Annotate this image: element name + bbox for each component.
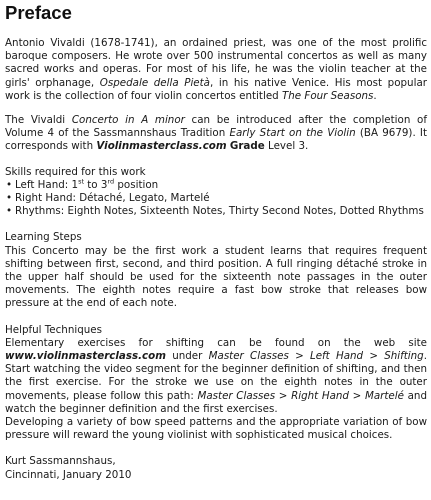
left-hand-sup-2: rd [107,177,115,186]
concerto-text-1: The Vivaldi [5,114,72,127]
helpful-text-2: under [165,350,209,363]
website-url-text: www.violinmasterclass.com [5,350,166,363]
skills-list [5,179,427,219]
helpful-techniques-heading: Helpful Techniques [5,323,102,336]
concerto-text-2: can be introduced after the completion of Volume 4 of the Sassmannshaus Tradition [5,114,427,140]
right-hand-text: Right Hand: Détaché, Legato, Martelé [15,192,210,205]
intro-paragraph [5,37,427,103]
bow-speed-paragraph: Developing a variety of bow speed patterns and the appropriate variation of bow pressure will reward the young violinist with sophisticated musical choices. [5,416,427,442]
intro-italic-orphanage: Ospedale della Pietà [99,76,210,89]
bullet-icon: • [6,205,13,218]
left-hand-text-b: to 3 [84,178,108,191]
shifting-path-text: Master Classes > Left Hand > Shifting [208,350,424,363]
concerto-paragraph [5,114,427,154]
left-hand-text-c: position [114,178,159,191]
signature-name: Kurt Sassmannshaus, [5,455,116,468]
concerto-site-name: Violinmasterclass.com [96,140,227,153]
left-hand-sup-1: st [78,177,84,186]
concerto-text-3: (BA 9679). It corresponds with [5,127,428,153]
learning-steps-paragraph: This Concerto may be the first work a student learns that requires frequent shifting between first, second, and third position. A full ringing détaché stroke in the upper half should be used for the sixteenth note passages in the outer movements. The eighth notes require a fast bow stroke that releases bow pressure at the end of each note. [5,244,427,310]
intro-text-1: Antonio Vivaldi (1678-1741), an ordained priest, was one of the most prolific baroque composers. He wrote over 500 instrumental concertos as well as many sacred works and operas. For most of his life, he was the violin teacher at the girls' orphanage, [5,37,427,89]
list-item [5,179,427,192]
bullet-icon: • [6,178,13,191]
intro-text-3: . [373,89,377,102]
preface-page [5,0,427,482]
left-hand-text-a: Left Hand: 1 [15,178,79,191]
bullet-icon: • [6,192,13,205]
concerto-italic-title: Concerto in A minor [71,114,185,127]
helpful-text-3: . Start watching the video segment for the beginner definition of shifting, and then the first exercise. For the stroke we use on the eighth notes in the outer movements, please follow this path: [5,350,427,402]
intro-text-2: , in his native Venice. His most popular work is the collection of four violin concertos entitled [5,76,427,102]
intro-italic-four-seasons: The Four Seasons [281,89,374,102]
concerto-italic-book: Early Start on the Violin [229,127,356,140]
concerto-bold-grade: Grade [229,140,265,153]
helpful-text-4: and watch the beginner definition and the first exercises. [5,389,427,415]
signature-place-date: Cincinnati, January 2010 [5,468,132,481]
concerto-text-5: Level 3. [264,140,309,153]
rhythms-text: Rhythms: Eighth Notes, Sixteenth Notes, Thirty Second Notes, Dotted Rhythms [15,205,424,218]
list-item [5,192,427,205]
martele-path-text: Master Classes > Right Hand > Martelé [197,389,404,402]
page-title: Preface [5,2,72,23]
skills-heading: Skills required for this work [5,165,146,178]
helpful-techniques-paragraph [5,337,427,416]
list-item [5,205,427,218]
helpful-text-1: Elementary exercises for shifting can be found on the web site [5,336,427,349]
learning-steps-heading: Learning Steps [5,231,82,244]
